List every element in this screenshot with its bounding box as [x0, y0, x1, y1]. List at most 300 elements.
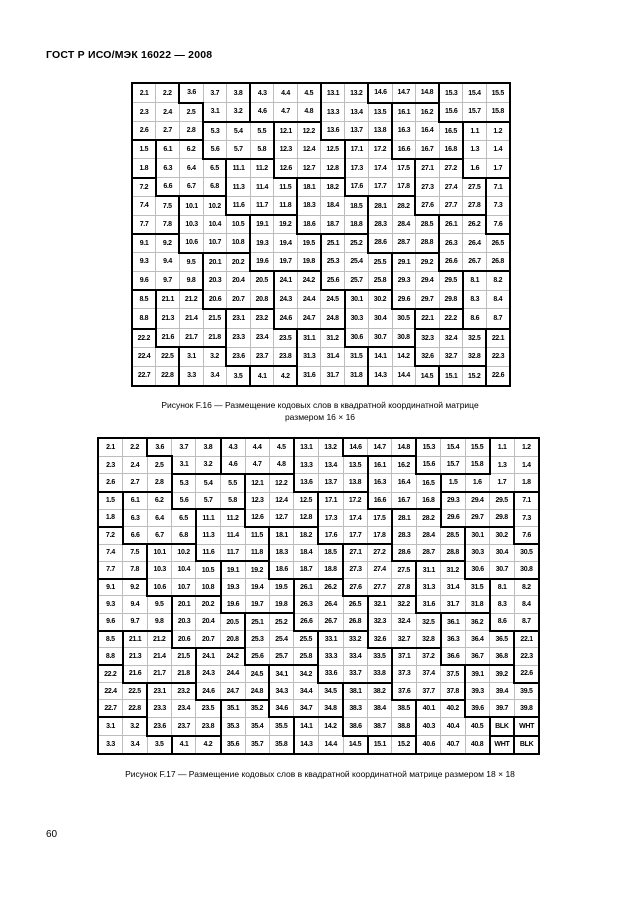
- codeword-cell: 12.6: [274, 159, 297, 178]
- codeword-cell: 6.8: [203, 178, 226, 197]
- codeword-cell: 37.1: [392, 648, 417, 665]
- codeword-cell: 15.5: [486, 83, 510, 103]
- codeword-cell: 1.1: [463, 122, 486, 141]
- codeword-cell: 12.7: [297, 159, 321, 178]
- codeword-cell: 39.3: [465, 683, 490, 700]
- codeword-cell: 34.4: [294, 683, 319, 700]
- codeword-cell: 11.8: [245, 544, 269, 561]
- codeword-cell: 3.1: [172, 456, 196, 473]
- codeword-cell: 5.7: [226, 140, 250, 159]
- codeword-cell: 8.6: [490, 613, 515, 630]
- codeword-cell: 3.5: [226, 366, 250, 386]
- codeword-cell: 11.6: [226, 196, 250, 215]
- codeword-cell: 2.1: [132, 83, 156, 103]
- codeword-cell: 30.8: [392, 329, 415, 348]
- codeword-cell: 36.1: [441, 613, 465, 630]
- codeword-cell: 29.1: [392, 253, 415, 272]
- codeword-cell: 23.3: [226, 329, 250, 348]
- codeword-cell: 23.4: [250, 329, 274, 348]
- codeword-cell: 39.6: [465, 700, 490, 717]
- codeword-cell: 1.6: [463, 159, 486, 178]
- codeword-cell: 2.8: [147, 474, 172, 492]
- codeword-cell: 26.3: [439, 234, 463, 253]
- codeword-cell: 17.3: [318, 509, 343, 526]
- codeword-cell: 25.3: [321, 253, 345, 272]
- codeword-cell: 3.3: [179, 366, 203, 386]
- codeword-cell: 10.2: [203, 196, 226, 215]
- codeword-cell: 9.3: [98, 596, 123, 613]
- codeword-cell: 20.8: [250, 290, 274, 309]
- codeword-cell: 16.7: [392, 492, 417, 509]
- codeword-cell: 27.8: [392, 579, 417, 596]
- codeword-cell: 30.6: [465, 561, 490, 578]
- codeword-cell: 11.3: [226, 178, 250, 197]
- codeword-cell: 17.5: [368, 509, 392, 526]
- codeword-cell: 1.4: [486, 140, 510, 159]
- matrix-row: [132, 234, 510, 253]
- codeword-cell: 14.1: [294, 717, 319, 735]
- codeword-cell: 19.8: [269, 596, 294, 613]
- codeword-cell: 23.5: [274, 329, 297, 348]
- codeword-cell: 9.3: [132, 253, 156, 272]
- codeword-cell: 8.8: [132, 309, 156, 329]
- codeword-cell: 29.5: [439, 271, 463, 290]
- codeword-cell: 9.6: [98, 613, 123, 630]
- codeword-cell: 32.3: [368, 613, 392, 630]
- codeword-cell: 9.2: [123, 579, 148, 596]
- codeword-cell: 18.7: [321, 215, 345, 234]
- codeword-cell: 14.4: [318, 736, 343, 754]
- matrix-row: [98, 579, 539, 596]
- codeword-cell: 28.3: [392, 527, 417, 544]
- codeword-cell: 21.2: [179, 290, 203, 309]
- matrix-row: [98, 456, 539, 473]
- codeword-cell: 27.5: [463, 178, 486, 197]
- matrix-row: [132, 329, 510, 348]
- codeword-cell: 16.8: [416, 492, 441, 509]
- codeword-cell: 9.1: [98, 579, 123, 596]
- codeword-cell: 3.6: [179, 83, 203, 103]
- codeword-cell: WHT: [514, 717, 539, 735]
- codeword-cell: 15.6: [416, 456, 441, 473]
- codeword-cell: 26.7: [463, 253, 486, 272]
- codeword-cell: 14.4: [392, 366, 415, 386]
- matrix-row: [132, 309, 510, 329]
- codeword-cell: 40.2: [441, 700, 465, 717]
- codeword-cell: 1.2: [486, 122, 510, 141]
- codeword-cell: 40.5: [465, 717, 490, 735]
- codeword-cell: 24.7: [297, 309, 321, 329]
- codeword-cell: 33.7: [343, 665, 368, 682]
- codeword-cell: 23.7: [250, 347, 274, 366]
- codeword-cell: 1.8: [132, 159, 156, 178]
- codeword-cell: 7.8: [156, 215, 180, 234]
- codeword-cell: 7.8: [123, 561, 148, 578]
- matrix-row: [132, 159, 510, 178]
- codeword-cell: 12.5: [294, 492, 319, 509]
- codeword-cell: 4.8: [297, 103, 321, 122]
- codeword-cell: 16.4: [392, 474, 417, 492]
- codeword-cell: 25.1: [245, 613, 269, 630]
- codeword-cell: 23.5: [196, 700, 221, 717]
- codeword-cell: 28.8: [415, 234, 439, 253]
- codeword-cell: 8.7: [514, 613, 539, 630]
- codeword-cell: 27.7: [368, 579, 392, 596]
- codeword-cell: 13.1: [294, 438, 319, 456]
- codeword-cell: 26.5: [486, 234, 510, 253]
- codeword-cell: 22.1: [486, 329, 510, 348]
- codeword-cell: 15.5: [465, 438, 490, 456]
- codeword-cell: 18.1: [297, 178, 321, 197]
- codeword-cell: 14.8: [415, 83, 439, 103]
- codeword-cell: 29.5: [490, 492, 515, 509]
- codeword-cell: 38.2: [368, 683, 392, 700]
- codeword-cell: 25.6: [321, 271, 345, 290]
- codeword-cell: 17.1: [318, 492, 343, 509]
- codeword-cell: 3.5: [147, 736, 172, 754]
- codeword-cell: 15.2: [392, 736, 417, 754]
- codeword-cell: 16.5: [439, 122, 463, 141]
- codeword-cell: 9.1: [132, 234, 156, 253]
- matrix-row: [132, 196, 510, 215]
- codeword-cell: 32.5: [416, 613, 441, 630]
- codeword-cell: 22.2: [98, 665, 123, 682]
- codeword-cell: 4.1: [250, 366, 274, 386]
- codeword-cell: 19.3: [221, 579, 246, 596]
- codeword-cell: 6.7: [147, 527, 172, 544]
- codeword-cell: 32.4: [392, 613, 417, 630]
- codeword-cell: 18.3: [297, 196, 321, 215]
- codeword-cell: 11.7: [221, 544, 246, 561]
- codeword-cell: 15.6: [439, 103, 463, 122]
- codeword-cell: 27.7: [439, 196, 463, 215]
- codeword-cell: 12.3: [245, 492, 269, 509]
- codeword-cell: 4.6: [221, 456, 246, 473]
- matrix-row: [132, 253, 510, 272]
- codeword-cell: 1.2: [514, 438, 539, 456]
- codeword-cell: 27.5: [392, 561, 417, 578]
- codeword-cell: 17.4: [343, 509, 368, 526]
- page-number: 60: [46, 829, 58, 840]
- codeword-cell: 20.5: [221, 613, 246, 630]
- codeword-cell: 2.2: [123, 438, 148, 456]
- codeword-cell: 22.6: [486, 366, 510, 386]
- codeword-cell: 38.1: [343, 683, 368, 700]
- codeword-cell: 40.7: [441, 736, 465, 754]
- codeword-cell: 35.6: [221, 736, 246, 754]
- codeword-cell: 27.2: [368, 544, 392, 561]
- codeword-cell: 28.1: [392, 509, 417, 526]
- codeword-cell: 7.2: [98, 527, 123, 544]
- codeword-cell: 30.4: [490, 544, 515, 561]
- codeword-cell: 3.4: [123, 736, 148, 754]
- codeword-cell: 8.4: [486, 290, 510, 309]
- codeword-cell: 39.2: [490, 665, 515, 682]
- codeword-cell: 16.4: [415, 122, 439, 141]
- codeword-cell: 3.8: [196, 438, 221, 456]
- codeword-cell: 25.7: [345, 271, 369, 290]
- codeword-cell: 31.3: [297, 347, 321, 366]
- codeword-cell: 20.6: [172, 631, 196, 648]
- codeword-cell: 30.8: [514, 561, 539, 578]
- codeword-cell: 25.4: [269, 631, 294, 648]
- codeword-cell: 32.8: [416, 631, 441, 648]
- codeword-cell: 18.5: [318, 544, 343, 561]
- codeword-cell: 36.7: [465, 648, 490, 665]
- codeword-cell: 4.1: [172, 736, 196, 754]
- codeword-cell: 8.1: [463, 271, 486, 290]
- matrix-row: [132, 347, 510, 366]
- codeword-cell: 9.2: [156, 234, 180, 253]
- codeword-cell: 21.1: [123, 631, 148, 648]
- codeword-cell: 18.4: [294, 544, 319, 561]
- matrix-row: [132, 366, 510, 386]
- matrix-row: [98, 474, 539, 492]
- codeword-cell: 31.4: [441, 579, 465, 596]
- codeword-cell: 11.8: [274, 196, 297, 215]
- codeword-cell: 32.2: [392, 596, 417, 613]
- codeword-cell: 10.7: [172, 579, 196, 596]
- codeword-cell: 36.2: [465, 613, 490, 630]
- codeword-cell: 13.6: [321, 122, 345, 141]
- codeword-cell: 2.5: [179, 103, 203, 122]
- codeword-cell: 6.6: [156, 178, 180, 197]
- codeword-cell: 21.8: [172, 665, 196, 682]
- codeword-cell: 18.5: [345, 196, 369, 215]
- codeword-cell: 6.1: [123, 492, 148, 509]
- codeword-cell: WHT: [490, 736, 515, 754]
- codeword-cell: 6.1: [156, 140, 180, 159]
- codeword-cell: 23.1: [147, 683, 172, 700]
- codeword-cell: 34.2: [294, 665, 319, 682]
- codeword-cell: 10.1: [147, 544, 172, 561]
- codeword-cell: 26.4: [318, 596, 343, 613]
- codeword-cell: 12.6: [245, 509, 269, 526]
- codeword-cell: 6.3: [123, 509, 148, 526]
- codeword-cell: 3.6: [147, 438, 172, 456]
- codeword-cell: 37.2: [416, 648, 441, 665]
- codeword-cell: 7.6: [486, 215, 510, 234]
- codeword-cell: 34.5: [318, 683, 343, 700]
- codeword-cell: 26.5: [343, 596, 368, 613]
- codeword-cell: 30.1: [465, 527, 490, 544]
- codeword-cell: 32.8: [463, 347, 486, 366]
- codeword-cell: 10.8: [226, 234, 250, 253]
- codeword-cell: 23.6: [147, 717, 172, 735]
- codeword-cell: 33.6: [318, 665, 343, 682]
- codeword-cell: 31.4: [321, 347, 345, 366]
- codeword-cell: 15.7: [441, 456, 465, 473]
- codeword-cell: 39.7: [490, 700, 515, 717]
- codeword-cell: 5.6: [203, 140, 226, 159]
- codeword-cell: 10.4: [172, 561, 196, 578]
- codeword-cell: 9.5: [147, 596, 172, 613]
- codeword-cell: 22.1: [415, 309, 439, 329]
- codeword-cell: 16.5: [416, 474, 441, 492]
- codeword-cell: 24.1: [274, 271, 297, 290]
- codeword-cell: 28.2: [392, 196, 415, 215]
- codeword-cell: 9.5: [179, 253, 203, 272]
- codeword-cell: 29.3: [441, 492, 465, 509]
- codeword-cell: 23.8: [196, 717, 221, 735]
- codeword-cell: 17.8: [368, 527, 392, 544]
- codeword-cell: 9.8: [147, 613, 172, 630]
- codeword-cell: 14.3: [368, 366, 392, 386]
- codeword-cell: 20.1: [203, 253, 226, 272]
- codeword-cell: 13.5: [368, 103, 392, 122]
- codeword-cell: 2.8: [179, 122, 203, 141]
- codeword-cell: 21.5: [172, 648, 196, 665]
- codeword-cell: 20.3: [203, 271, 226, 290]
- codeword-cell: 31.3: [416, 579, 441, 596]
- codeword-cell: 7.6: [514, 527, 539, 544]
- codeword-cell: 8.1: [490, 579, 515, 596]
- codeword-cell: 19.6: [250, 253, 274, 272]
- codeword-cell: 10.8: [196, 579, 221, 596]
- codeword-cell: 6.3: [156, 159, 180, 178]
- codeword-cell: 2.3: [98, 456, 123, 473]
- codeword-cell: 31.2: [321, 329, 345, 348]
- codeword-cell: 30.7: [490, 561, 515, 578]
- codeword-cell: 33.2: [343, 631, 368, 648]
- codeword-cell: 33.3: [318, 648, 343, 665]
- matrix-row: [98, 561, 539, 578]
- codeword-cell: 23.4: [172, 700, 196, 717]
- matrix-row: [98, 527, 539, 544]
- codeword-cell: 37.5: [441, 665, 465, 682]
- codeword-cell: 23.1: [226, 309, 250, 329]
- codeword-cell: 18.3: [269, 544, 294, 561]
- codeword-cell: 13.5: [343, 456, 368, 473]
- codeword-cell: 19.3: [250, 234, 274, 253]
- codeword-cell: 2.4: [156, 103, 180, 122]
- codeword-cell: 30.4: [368, 309, 392, 329]
- codeword-cell: 25.2: [345, 234, 369, 253]
- codeword-cell: 37.6: [392, 683, 417, 700]
- codeword-cell: 19.5: [297, 234, 321, 253]
- codeword-cell: 32.3: [415, 329, 439, 348]
- codeword-cell: 26.2: [463, 215, 486, 234]
- codeword-cell: 1.5: [441, 474, 465, 492]
- codeword-cell: 14.5: [415, 366, 439, 386]
- matrix-row: [132, 271, 510, 290]
- codeword-cell: 40.1: [416, 700, 441, 717]
- matrix-row: [98, 509, 539, 526]
- codeword-cell: 6.7: [179, 178, 203, 197]
- codeword-cell: 9.8: [179, 271, 203, 290]
- codeword-cell: 21.6: [123, 665, 148, 682]
- codeword-cell: 2.1: [98, 438, 123, 456]
- codeword-cell: 36.8: [490, 648, 515, 665]
- codeword-cell: 8.5: [98, 631, 123, 648]
- codeword-cell: 1.1: [490, 438, 515, 456]
- matrix-row: [132, 215, 510, 234]
- codeword-cell: 24.6: [196, 683, 221, 700]
- codeword-cell: 26.6: [439, 253, 463, 272]
- codeword-cell: 16.1: [368, 456, 392, 473]
- matrix-row: [98, 596, 539, 613]
- codeword-cell: 4.4: [245, 438, 269, 456]
- codeword-cell: 17.1: [345, 140, 369, 159]
- codeword-cell: 6.5: [203, 159, 226, 178]
- codeword-cell: 15.2: [463, 366, 486, 386]
- codeword-cell: 20.4: [196, 613, 221, 630]
- codeword-cell: 38.5: [392, 700, 417, 717]
- codeword-cell: 7.1: [486, 178, 510, 197]
- codeword-cell: 17.7: [368, 178, 392, 197]
- codeword-cell: 29.4: [415, 271, 439, 290]
- codeword-cell: 27.4: [439, 178, 463, 197]
- codeword-cell: 5.3: [203, 122, 226, 141]
- codeword-cell: 20.1: [172, 596, 196, 613]
- codeword-cell: 3.1: [98, 717, 123, 735]
- codeword-cell: 3.2: [226, 103, 250, 122]
- codeword-cell: 11.4: [250, 178, 274, 197]
- codeword-cell: 22.8: [123, 700, 148, 717]
- codeword-cell: 8.4: [514, 596, 539, 613]
- codeword-cell: 30.5: [392, 309, 415, 329]
- codeword-cell: 14.7: [368, 438, 392, 456]
- codeword-cell: 20.7: [196, 631, 221, 648]
- codeword-cell: 8.6: [463, 309, 486, 329]
- codeword-cell: 30.7: [368, 329, 392, 348]
- codeword-cell: 22.8: [156, 366, 180, 386]
- codeword-cell: 4.2: [274, 366, 297, 386]
- codeword-cell: 12.2: [297, 122, 321, 141]
- codeword-cell: 32.4: [439, 329, 463, 348]
- codeword-cell: 18.6: [269, 561, 294, 578]
- codeword-cell: 12.8: [294, 509, 319, 526]
- codeword-cell: 1.8: [98, 509, 123, 526]
- codeword-cell: 35.5: [269, 717, 294, 735]
- matrix-row: [98, 736, 539, 754]
- codeword-cell: 21.1: [156, 290, 180, 309]
- codeword-cell: 29.3: [392, 271, 415, 290]
- codeword-cell: 27.1: [343, 544, 368, 561]
- codeword-cell: 1.5: [132, 140, 156, 159]
- codeword-cell: 11.2: [250, 159, 274, 178]
- codeword-cell: 17.5: [392, 159, 415, 178]
- codeword-cell: 17.4: [368, 159, 392, 178]
- codeword-cell: 9.4: [123, 596, 148, 613]
- codeword-cell: 30.6: [345, 329, 369, 348]
- codeword-cell: 31.5: [465, 579, 490, 596]
- matrix-row: [98, 700, 539, 717]
- codeword-cell: 36.3: [441, 631, 465, 648]
- codeword-cell: 29.6: [392, 290, 415, 309]
- codeword-cell: 7.3: [514, 509, 539, 526]
- codeword-cell: 31.8: [345, 366, 369, 386]
- codeword-cell: 28.7: [416, 544, 441, 561]
- codeword-cell: 24.5: [245, 665, 269, 682]
- codeword-cell: 5.4: [226, 122, 250, 141]
- codeword-cell: 14.5: [343, 736, 368, 754]
- codeword-cell: 5.8: [221, 492, 246, 509]
- codeword-cell: 16.6: [392, 140, 415, 159]
- codeword-cell: 24.8: [245, 683, 269, 700]
- codeword-cell: 31.7: [321, 366, 345, 386]
- codeword-cell: 6.5: [172, 509, 196, 526]
- codeword-cell: 8.2: [514, 579, 539, 596]
- matrix-row: [98, 631, 539, 648]
- codeword-cell: 14.6: [343, 438, 368, 456]
- codeword-cell: 12.8: [321, 159, 345, 178]
- codeword-cell: 27.2: [439, 159, 463, 178]
- codeword-cell: 6.4: [147, 509, 172, 526]
- codeword-cell: 2.7: [156, 122, 180, 141]
- codeword-cell: 7.5: [156, 196, 180, 215]
- codeword-cell: 20.7: [226, 290, 250, 309]
